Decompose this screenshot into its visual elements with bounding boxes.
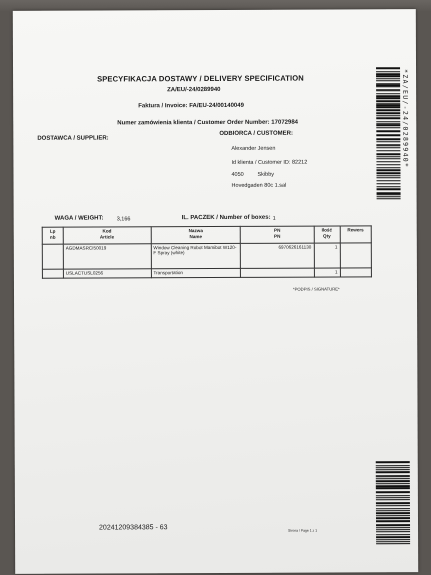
barcode-bar xyxy=(376,145,400,146)
barcode-bar xyxy=(376,543,410,544)
barcode-bar xyxy=(376,492,410,493)
barcode-bar xyxy=(376,134,400,136)
cell-article: USLACTUSL0256 xyxy=(63,269,151,278)
cell-pn xyxy=(241,268,314,277)
barcode-bar xyxy=(376,117,400,118)
weight-value: 3,166 xyxy=(116,216,131,223)
barcode-bar xyxy=(376,479,410,480)
barcode-bar xyxy=(376,151,400,152)
side-barcode xyxy=(376,67,401,199)
barcode-bar xyxy=(376,497,410,498)
header-article: Kod Article xyxy=(63,227,151,244)
barcode-bar xyxy=(376,164,400,165)
barcode-bar xyxy=(376,115,400,116)
barcode-bar xyxy=(376,467,410,468)
barcode-bar xyxy=(376,502,410,504)
barcode-bar xyxy=(376,76,400,77)
barcode-bar xyxy=(376,539,410,540)
barcode-bar xyxy=(376,130,400,132)
barcode-bar xyxy=(376,524,410,526)
barcode-bar xyxy=(376,531,410,532)
barcode-bar xyxy=(377,183,401,184)
barcode-bar xyxy=(376,175,400,176)
signature-label: *PODPIS / SIGNATURE* xyxy=(292,286,340,292)
barcode-bar xyxy=(376,147,400,148)
cell-article: AGDMASRCI50019 xyxy=(63,244,151,269)
barcode-bar xyxy=(376,517,410,519)
barcode-bar xyxy=(377,196,401,197)
barcode-bar xyxy=(377,177,401,178)
barcode-bar xyxy=(376,167,400,168)
header-qty: Ilość Qty xyxy=(314,226,340,243)
header-lp: Lp nb xyxy=(42,227,63,244)
barcode-bar xyxy=(376,542,410,543)
customer-name: Alexander Jensen xyxy=(231,145,276,152)
barcode-bar xyxy=(377,198,401,199)
table-row xyxy=(42,268,371,278)
customer-id: Id klienta / Customer ID: 82212 xyxy=(231,159,308,166)
cell-lp xyxy=(42,244,63,269)
barcode-bar xyxy=(376,138,400,140)
document-title: SPECYFIKACJA DOSTAWY / DELIVERY SPECIFICATION xyxy=(97,73,304,84)
barcode-bar xyxy=(376,520,410,522)
barcode-bar xyxy=(376,156,400,157)
barcode-bar xyxy=(376,161,400,162)
barcode-bar xyxy=(376,158,400,159)
cell-qty: 1 xyxy=(314,268,340,277)
barcode-bar xyxy=(376,471,410,473)
barcode-bar xyxy=(376,97,400,98)
barcode-bar xyxy=(376,527,410,528)
customer-street: Hovedgaden 80c 1.sal xyxy=(231,182,287,189)
barcode-bar xyxy=(376,87,400,88)
document-code: 20241209384385 - 63 xyxy=(99,524,168,532)
side-barcode-text: *ZA/EU/-24/0289940* xyxy=(401,69,410,169)
barcode-bar xyxy=(377,188,401,189)
barcode-bar xyxy=(376,476,410,477)
weight-label: WAGA / WEIGHT: xyxy=(54,215,104,222)
boxes-value: 1 xyxy=(272,215,276,222)
barcode-bar xyxy=(376,461,410,463)
barcode-bar xyxy=(376,127,400,128)
barcode-bar xyxy=(376,121,400,122)
barcode-bar xyxy=(376,505,410,506)
barcode-bar xyxy=(376,106,400,108)
delivery-specification-sheet xyxy=(13,9,418,574)
barcode-bar xyxy=(376,508,410,509)
customer-label: ODBIORCA / CUSTOMER: xyxy=(219,130,293,137)
customer-postal-code: 4050 xyxy=(231,171,244,178)
cell-qty: 1 xyxy=(314,243,340,268)
barcode-bar xyxy=(376,534,410,535)
barcode-bar xyxy=(376,67,400,69)
supplier-label: DOSTAWCA / SUPPLIER: xyxy=(37,135,109,142)
header-pn: PN PN xyxy=(241,226,314,243)
barcode-bar xyxy=(376,499,410,500)
customer-order-number: Numer zamówienia klienta / Customer Order Number: 17072984 xyxy=(117,119,299,127)
cell-rewers xyxy=(340,243,371,268)
footer-barcode xyxy=(376,461,410,545)
barcode-bar xyxy=(376,90,400,91)
barcode-bar xyxy=(376,141,400,142)
barcode-bar xyxy=(376,510,410,511)
cell-name: Window Cleaning Robot Mamibot W120-F Spray (white) xyxy=(151,243,241,268)
cell-rewers xyxy=(340,268,371,277)
barcode-bar xyxy=(376,465,410,466)
boxes-label: IL. PACZEK / Number of boxes: xyxy=(181,214,271,222)
items-table xyxy=(42,225,372,278)
header-name: Nazwa Name xyxy=(151,226,241,243)
za-number: ZA/EU/-24/0289940 xyxy=(167,86,221,94)
cell-name: Transportation xyxy=(151,268,241,277)
barcode-bar xyxy=(376,488,410,490)
barcode-bar xyxy=(376,71,400,72)
cell-lp xyxy=(42,269,63,278)
barcode-bar xyxy=(376,110,400,111)
invoice-number: Faktura / Invoice: FA/EU-24/00140049 xyxy=(138,102,244,110)
barcode-bar xyxy=(376,100,400,102)
barcode-bar xyxy=(377,186,401,187)
header-rewers: Rewers xyxy=(340,226,371,243)
barcode-bar xyxy=(376,93,400,94)
barcode-bar xyxy=(376,80,400,81)
barcode-bar xyxy=(376,529,410,530)
customer-city: Skibby xyxy=(257,171,275,178)
table-header-row xyxy=(42,226,371,244)
cell-pn: 6970626161130 xyxy=(241,243,314,268)
table-row xyxy=(42,243,371,269)
page-number: Strona / Page 1 z 1 xyxy=(288,528,318,533)
barcode-bar xyxy=(377,181,401,182)
